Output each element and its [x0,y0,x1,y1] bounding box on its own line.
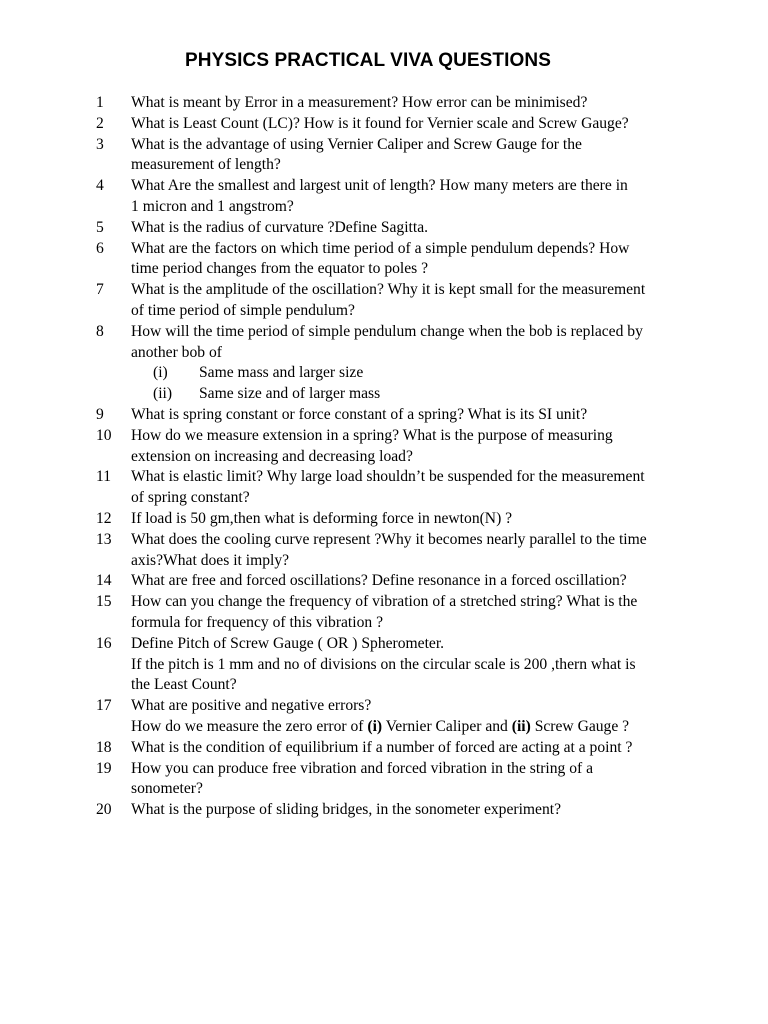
question-text: What is meant by Error in a measurement? How error can be minimised? [131,94,588,111]
question-7 [93,280,733,322]
question-text-segment: Vernier Caliper and [382,717,512,735]
question-text-continued: If the pitch is 1 mm and no of divisions on the circular scale is 200 ,thern what is [131,655,636,673]
question-text-continued: of spring constant? [131,489,250,507]
sub-option-text: Same size and of larger mass [199,385,381,403]
question-number: 9 [96,405,104,423]
question-text: What is elastic limit? Why large load shouldn’t be suspended for the measurement [131,468,645,486]
question-17 [93,696,733,738]
question-text: How you can produce free vibration and forced vibration in the string of a [131,759,594,777]
question-text: What are positive and negative errors? [131,697,372,715]
question-6 [93,239,733,281]
question-13 [93,530,733,572]
question-2 [93,114,733,135]
question-text-continued: the Least Count? [131,676,237,694]
sub-option-marker: (i) [153,364,168,382]
question-text: How do we measure extension in a spring? What is the purpose of measuring [131,426,613,444]
question-text-continued: axis?What does it imply? [131,551,290,569]
question-text-continued: sonometer? [131,780,203,798]
question-number: 13 [96,530,112,548]
question-number: 10 [96,426,112,444]
option-marker-i: (i) [367,717,383,735]
question-text-continued: extension on increasing and decreasing load? [131,447,413,465]
question-number: 20 [96,801,112,819]
question-12 [93,509,733,530]
question-text: How will the time period of simple pendulum change when the bob is replaced by [131,322,643,340]
question-number: 17 [96,697,112,715]
question-number: 6 [96,239,104,257]
question-text: What is the purpose of sliding bridges, in the sonometer experiment? [131,801,562,819]
question-text: What is the advantage of using Vernier Caliper and Screw Gauge for the [131,135,582,153]
question-number: 3 [96,135,104,153]
question-text: What is Least Count (LC)? How is it found for Vernier scale and Screw Gauge? [131,114,629,132]
sub-option-i [131,363,733,384]
question-11 [93,467,733,509]
question-10 [93,426,733,468]
question-14 [93,571,733,592]
question-number: 8 [96,322,104,340]
question-18 [93,738,733,759]
sub-option-ii [131,384,733,405]
question-text: How can you change the frequency of vibration of a stretched string? What is the [131,593,638,611]
question-20 [93,800,733,821]
question-text: What does the cooling curve represent ?Why it becomes nearly parallel to the time [131,530,647,548]
question-number: 4 [96,177,104,195]
question-text: If load is 50 gm,then what is deforming force in newton(N) ? [131,509,513,527]
question-number: 18 [96,738,112,756]
question-number: 1 [96,94,104,111]
question-number: 16 [96,634,112,652]
question-text: What Are the smallest and largest unit of length? How many meters are there in [131,177,628,195]
question-number: 2 [96,114,104,132]
question-text-continued [131,717,733,738]
question-text: Define Pitch of Screw Gauge ( OR ) Spherometer. [131,634,445,652]
question-19 [93,759,733,801]
sub-option-marker: (ii) [153,385,173,403]
question-text: What is the amplitude of the oscillation? Why it is kept small for the measurement [131,281,646,299]
question-text: What are the factors on which time period of a simple pendulum depends? How [131,239,630,257]
question-5 [93,218,733,239]
question-4 [93,176,733,218]
question-16 [93,634,733,696]
question-text-continued: another bob of [131,343,222,361]
question-list [93,93,733,821]
question-text: What is the radius of curvature ?Define Sagitta. [131,218,429,236]
question-15 [93,592,733,634]
question-text-continued: of time period of simple pendulum? [131,301,355,319]
question-number: 11 [96,468,112,486]
question-text-segment: How do we measure the zero error of [131,717,368,735]
question-text-continued: 1 micron and 1 angstrom? [131,197,294,215]
question-9 [93,405,733,426]
sub-option-text: Same mass and larger size [199,364,364,382]
question-text: What is the condition of equilibrium if a number of forced are acting at a point ? [131,738,633,756]
question-8 [93,322,733,405]
question-number: 12 [96,509,112,527]
question-3 [93,135,733,177]
question-text-continued: time period changes from the equator to poles ? [131,260,429,278]
question-1 [93,93,733,114]
page-title: PHYSICS PRACTICAL VIVA QUESTIONS [184,50,551,71]
option-marker-ii: (ii) [511,717,531,735]
question-text-continued: formula for frequency of this vibration ? [131,613,384,631]
question-text: What are free and forced oscillations? Define resonance in a forced oscillation? [131,572,627,590]
question-text: What is spring constant or force constant of a spring? What is its SI unit? [131,405,588,423]
question-number: 15 [96,593,112,611]
question-number: 14 [96,572,112,590]
question-number: 19 [96,759,112,777]
question-number: 7 [96,281,104,299]
question-text-continued: measurement of length? [131,156,281,174]
question-text-segment: Screw Gauge ? [530,717,630,735]
question-number: 5 [96,218,104,236]
